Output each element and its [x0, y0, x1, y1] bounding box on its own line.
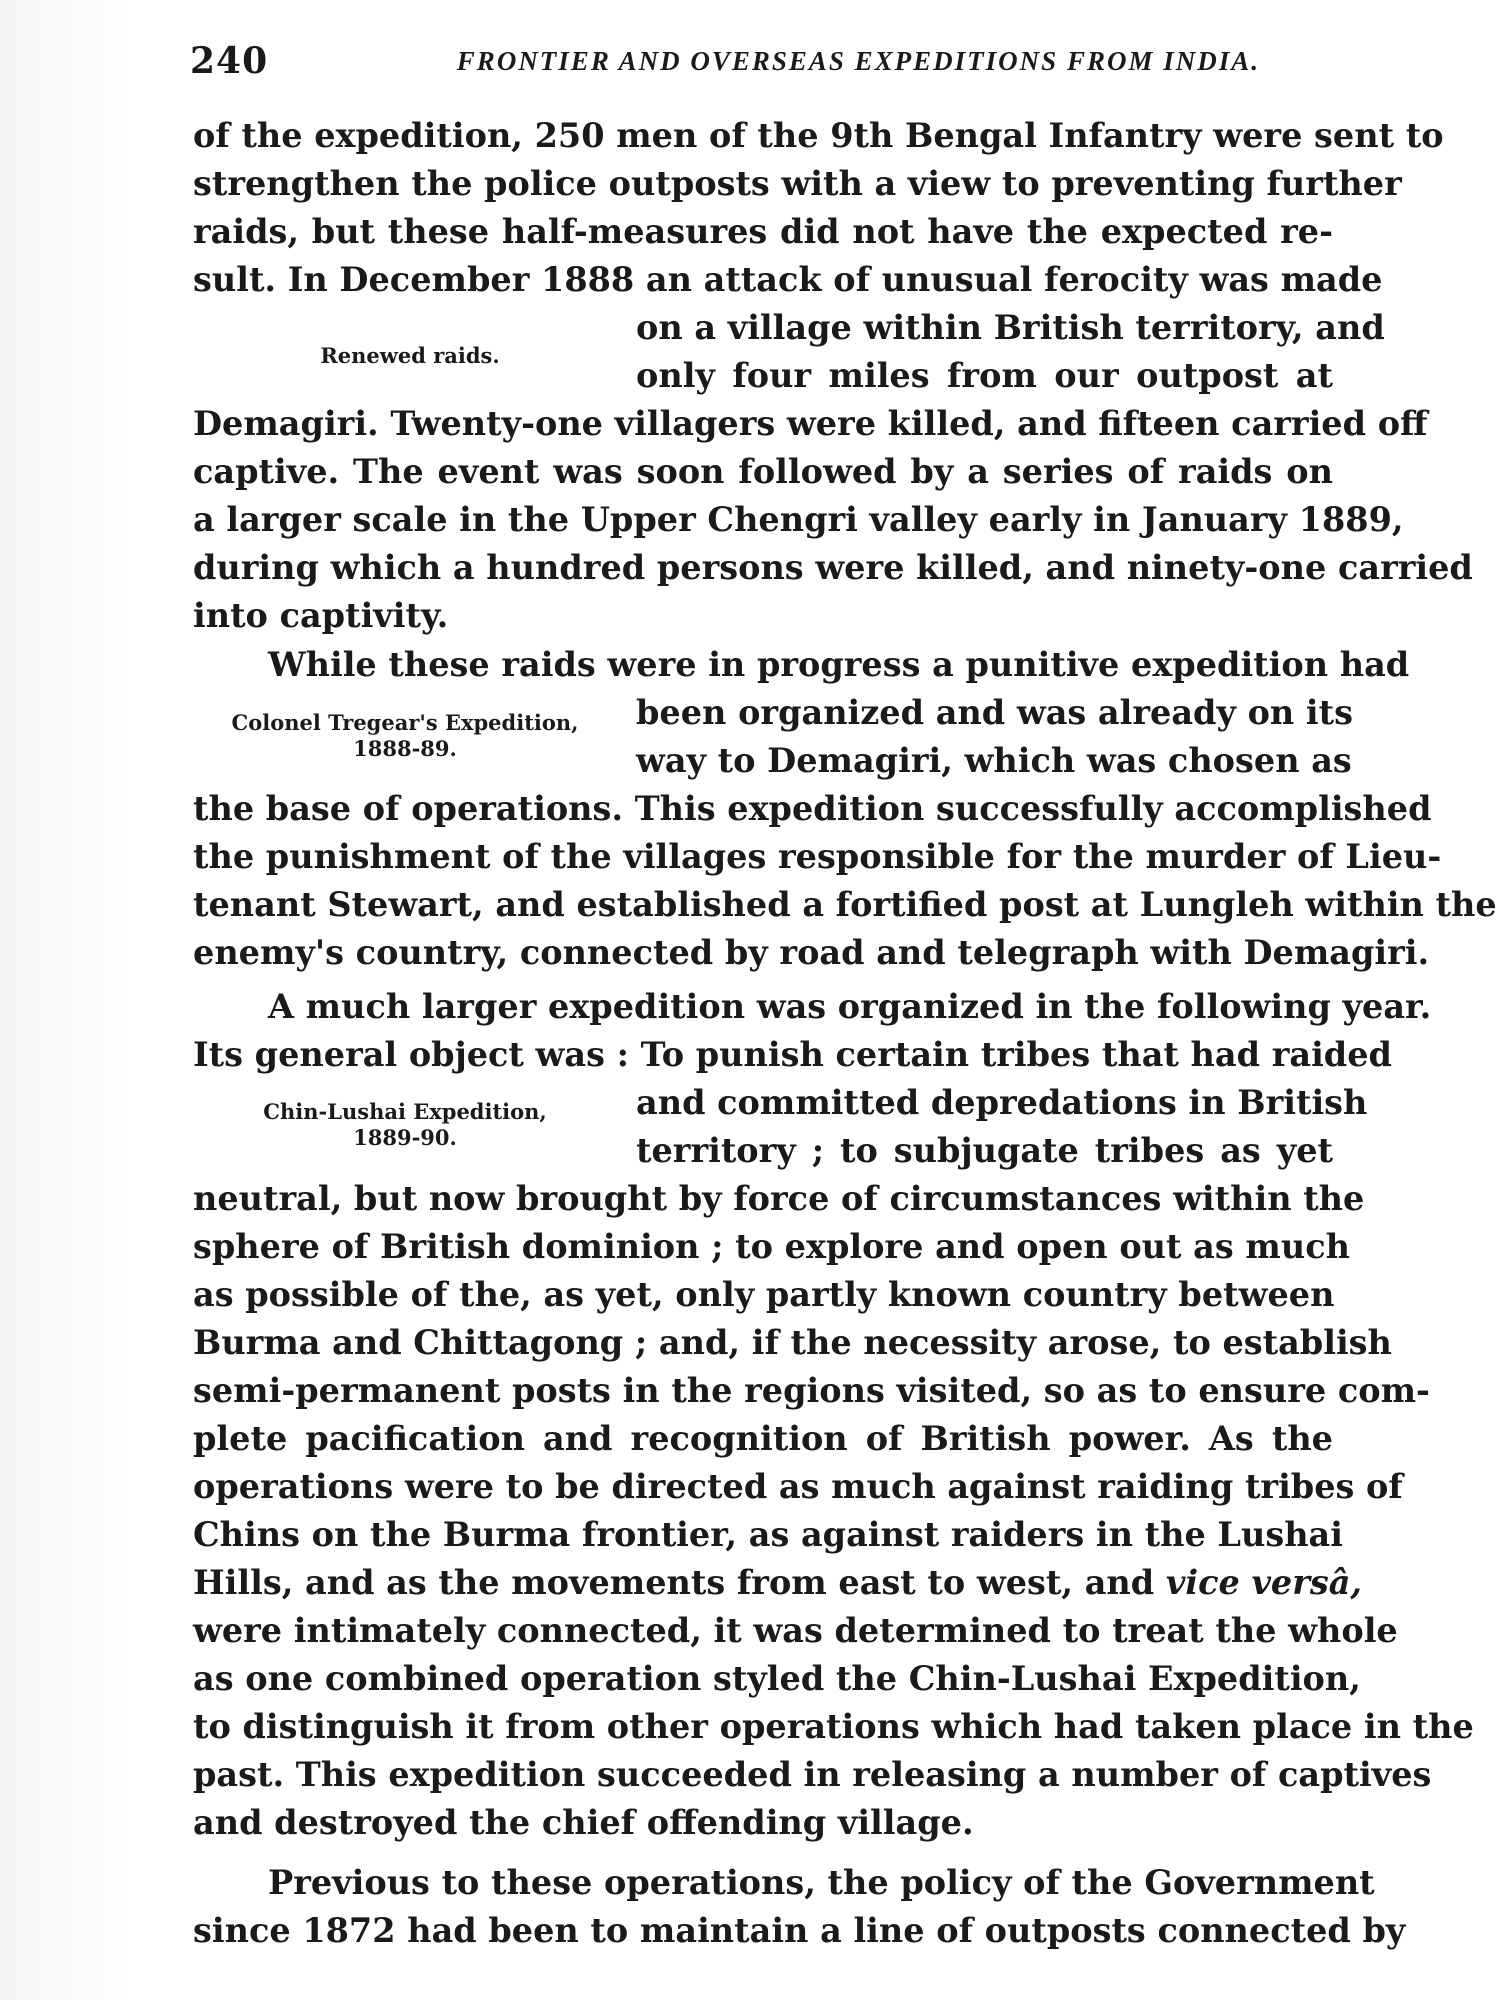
body-line-text: Hills, and as the movements from east to west, and — [193, 1563, 1155, 1602]
body-line: operations were to be directed as much against raiding tribes of — [193, 1467, 1403, 1506]
body-line: as one combined operation styled the Chin-Lushai Expedition, — [193, 1659, 1361, 1698]
page-edge-shadow — [0, 0, 130, 2000]
body-line: tenant Stewart, and established a fortified post at Lungleh within the — [193, 885, 1497, 924]
body-line: plete pacification and recognition of British power. As the — [193, 1419, 1333, 1458]
body-line: semi-permanent posts in the regions visited, so as to ensure com- — [193, 1371, 1430, 1410]
body-line: the punishment of the villages responsible for the murder of Lieu- — [193, 837, 1442, 876]
body-line: A much larger expedition was organized in the following year. — [268, 987, 1432, 1026]
page-header — [190, 40, 1260, 80]
margin-note-dates: 1888-89. — [353, 736, 457, 761]
margin-note-tregear — [200, 710, 610, 762]
body-line: Demagiri. Twenty-one villagers were killed, and fifteen carried off — [193, 404, 1428, 443]
body-line-with-italic — [193, 1563, 1363, 1602]
italic-phrase: vice versâ, — [1165, 1563, 1363, 1602]
page-number: 240 — [190, 40, 269, 82]
body-line: and destroyed the chief offending village. — [193, 1803, 974, 1842]
body-line: to distinguish it from other operations which had taken place in the — [193, 1707, 1474, 1746]
body-line: Previous to these operations, the policy of the Government — [268, 1863, 1375, 1902]
body-line: only four miles from our outpost at — [636, 356, 1333, 395]
body-line: of the expedition, 250 men of the 9th Bengal Infantry were sent to — [193, 116, 1444, 155]
margin-note-title: Chin-Lushai Expedition, — [263, 1099, 547, 1124]
body-line: Chins on the Burma frontier, as against raiders in the Lushai — [193, 1515, 1343, 1554]
body-line: into captivity. — [193, 596, 449, 635]
body-line: a larger scale in the Upper Chengri valley early in January 1889, — [193, 500, 1404, 539]
body-line: captive. The event was soon followed by a series of raids on — [193, 452, 1333, 491]
body-line: as possible of the, as yet, only partly known country between — [193, 1275, 1335, 1314]
body-line: strengthen the police outposts with a view to preventing further — [193, 164, 1402, 203]
body-line: way to Demagiri, which was chosen as — [636, 741, 1352, 780]
body-line: on a village within British territory, and — [636, 308, 1385, 347]
running-title: FRONTIER AND OVERSEAS EXPEDITIONS FROM INDIA. — [456, 46, 1260, 76]
margin-note-chin-lushai — [220, 1099, 590, 1151]
body-line: neutral, but now brought by force of circumstances within the — [193, 1179, 1365, 1218]
margin-note-label: Renewed raids. — [320, 343, 500, 368]
body-line: sult. In December 1888 an attack of unusual ferocity was made — [193, 260, 1383, 299]
body-line: enemy's country, connected by road and telegraph with Demagiri. — [193, 933, 1430, 972]
body-line: While these raids were in progress a punitive expedition had — [268, 645, 1410, 684]
body-line: and committed depredations in British — [636, 1083, 1368, 1122]
body-line: during which a hundred persons were killed, and ninety-one carried — [193, 548, 1473, 587]
margin-note-renewed-raids — [300, 343, 520, 369]
body-line: since 1872 had been to maintain a line of outposts connected by — [193, 1911, 1406, 1950]
body-line: been organized and was already on its — [636, 693, 1353, 732]
body-line: Its general object was : To punish certain tribes that had raided — [193, 1035, 1392, 1074]
body-line: territory ; to subjugate tribes as yet — [636, 1131, 1333, 1170]
margin-note-title: Colonel Tregear's Expedition, — [231, 710, 579, 735]
body-line: past. This expedition succeeded in releasing a number of captives — [193, 1755, 1432, 1794]
body-line: the base of operations. This expedition successfully accomplished — [193, 789, 1432, 828]
margin-note-dates: 1889-90. — [353, 1125, 457, 1150]
body-line: Burma and Chittagong ; and, if the necessity arose, to establish — [193, 1323, 1392, 1362]
body-line: sphere of British dominion ; to explore and open out as much — [193, 1227, 1350, 1266]
body-line: raids, but these half-measures did not have the expected re- — [193, 212, 1333, 251]
body-line: were intimately connected, it was determined to treat the whole — [193, 1611, 1398, 1650]
